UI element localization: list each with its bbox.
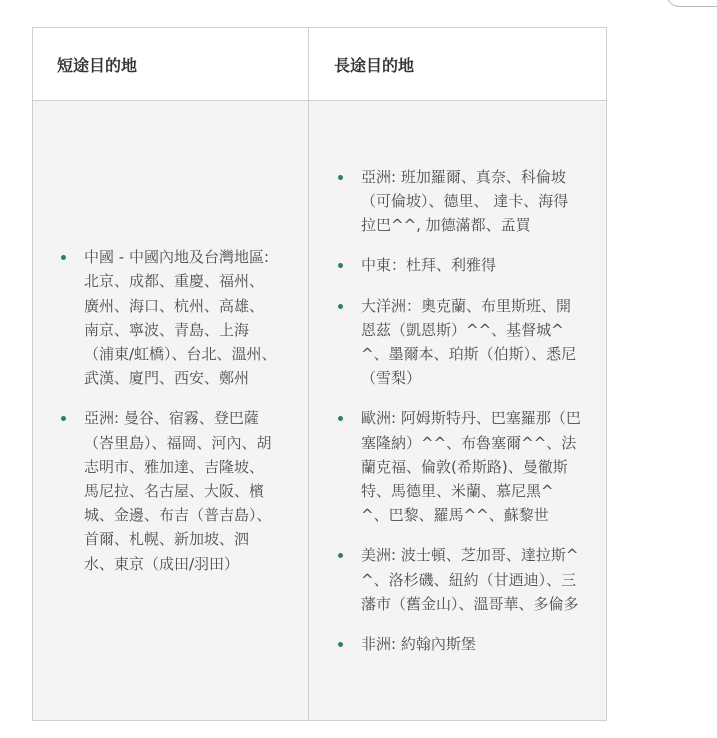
bullet-icon — [338, 416, 343, 421]
list-item-text: 非洲: 約翰內斯堡 — [361, 635, 476, 654]
list-item-text: 歐洲: 阿姆斯特丹、巴塞羅那（巴塞隆納）^^、布魯塞爾^^、法蘭克福、倫敦(希斯路)、曼徹斯特、馬德里、米蘭、慕尼黑^^、巴黎、羅馬^^、蘇黎世 — [361, 409, 581, 525]
list-item — [336, 294, 581, 391]
list-item-text: 亞洲: 曼谷、宿霧、登巴薩（峇里島）、福岡、河內、胡志明市、雅加達、吉隆坡、馬尼拉、名古屋、大阪、檳城、金邊、布吉（普吉島）、首爾、札幌、新加坡、泗水、東京（成田/羽田） — [84, 409, 272, 573]
long-haul-header: 長途目的地 — [309, 28, 606, 101]
short-haul-cell — [33, 101, 309, 720]
short-haul-list — [59, 245, 300, 576]
long-haul-list — [336, 165, 586, 656]
list-item-text: 亞洲: 班加羅爾、真奈、科倫坡（可倫坡）、德里、 達卡、海得拉巴^^, 加德滿都、孟買 — [361, 167, 569, 235]
list-item-text: 大洋洲：奧克蘭、布里斯班、開恩茲（凱恩斯）^^、基督城^^、墨爾本、珀斯（伯斯）、悉尼（雪梨） — [361, 296, 577, 388]
list-item — [59, 245, 277, 390]
list-item-text: 中東：杜拜、利雅得 — [361, 256, 497, 275]
bullet-icon — [338, 263, 343, 268]
bullet-icon — [61, 416, 66, 421]
bullet-icon — [338, 553, 343, 558]
list-item — [336, 543, 581, 616]
bullet-icon — [338, 175, 343, 180]
bullet-icon — [61, 255, 66, 260]
list-item — [336, 406, 581, 527]
list-item-text: 美洲: 波士頓、芝加哥、達拉斯^^、洛杉磯、紐約（甘迺迪）、三藩市（舊金山）、溫哥華、多倫多 — [361, 546, 579, 613]
list-item — [336, 253, 581, 277]
list-item — [59, 406, 277, 575]
bullet-icon — [338, 304, 343, 309]
corner-pill-button[interactable] — [666, 0, 717, 7]
short-haul-header: 短途目的地 — [33, 28, 309, 101]
bullet-icon — [338, 642, 343, 647]
list-item-text: 中國 - 中國內地及台灣地區: 北京、成都、重慶、福州、廣州、海口、杭州、高雄、南京、寧波、青島、上海（浦東/虹橋）、台北、溫州、武漢、廈門、西安、鄭州 — [84, 248, 277, 388]
destinations-table — [32, 27, 607, 721]
long-haul-cell — [309, 101, 606, 720]
list-item — [336, 632, 581, 656]
list-item — [336, 165, 581, 238]
